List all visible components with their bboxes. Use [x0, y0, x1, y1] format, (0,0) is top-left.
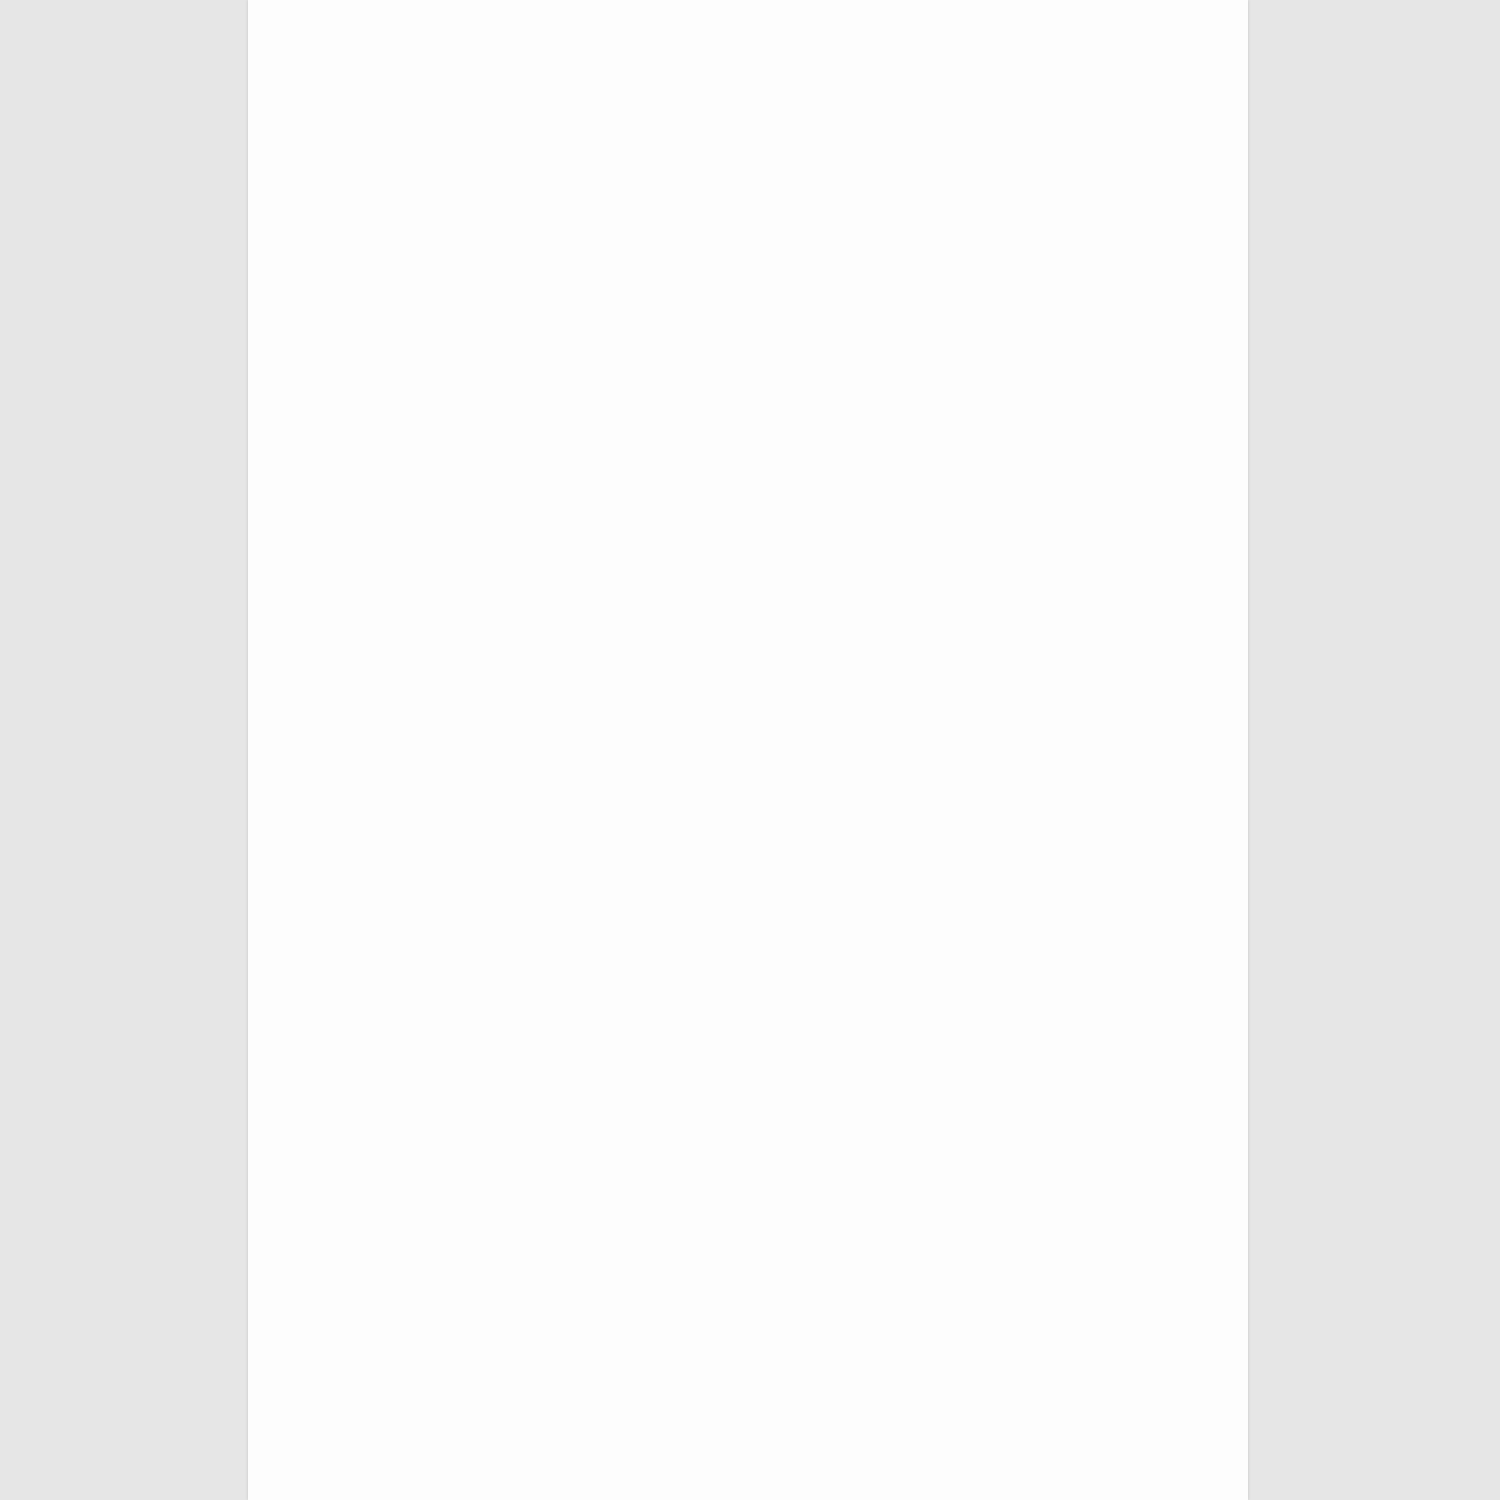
book-page	[248, 0, 1248, 1500]
